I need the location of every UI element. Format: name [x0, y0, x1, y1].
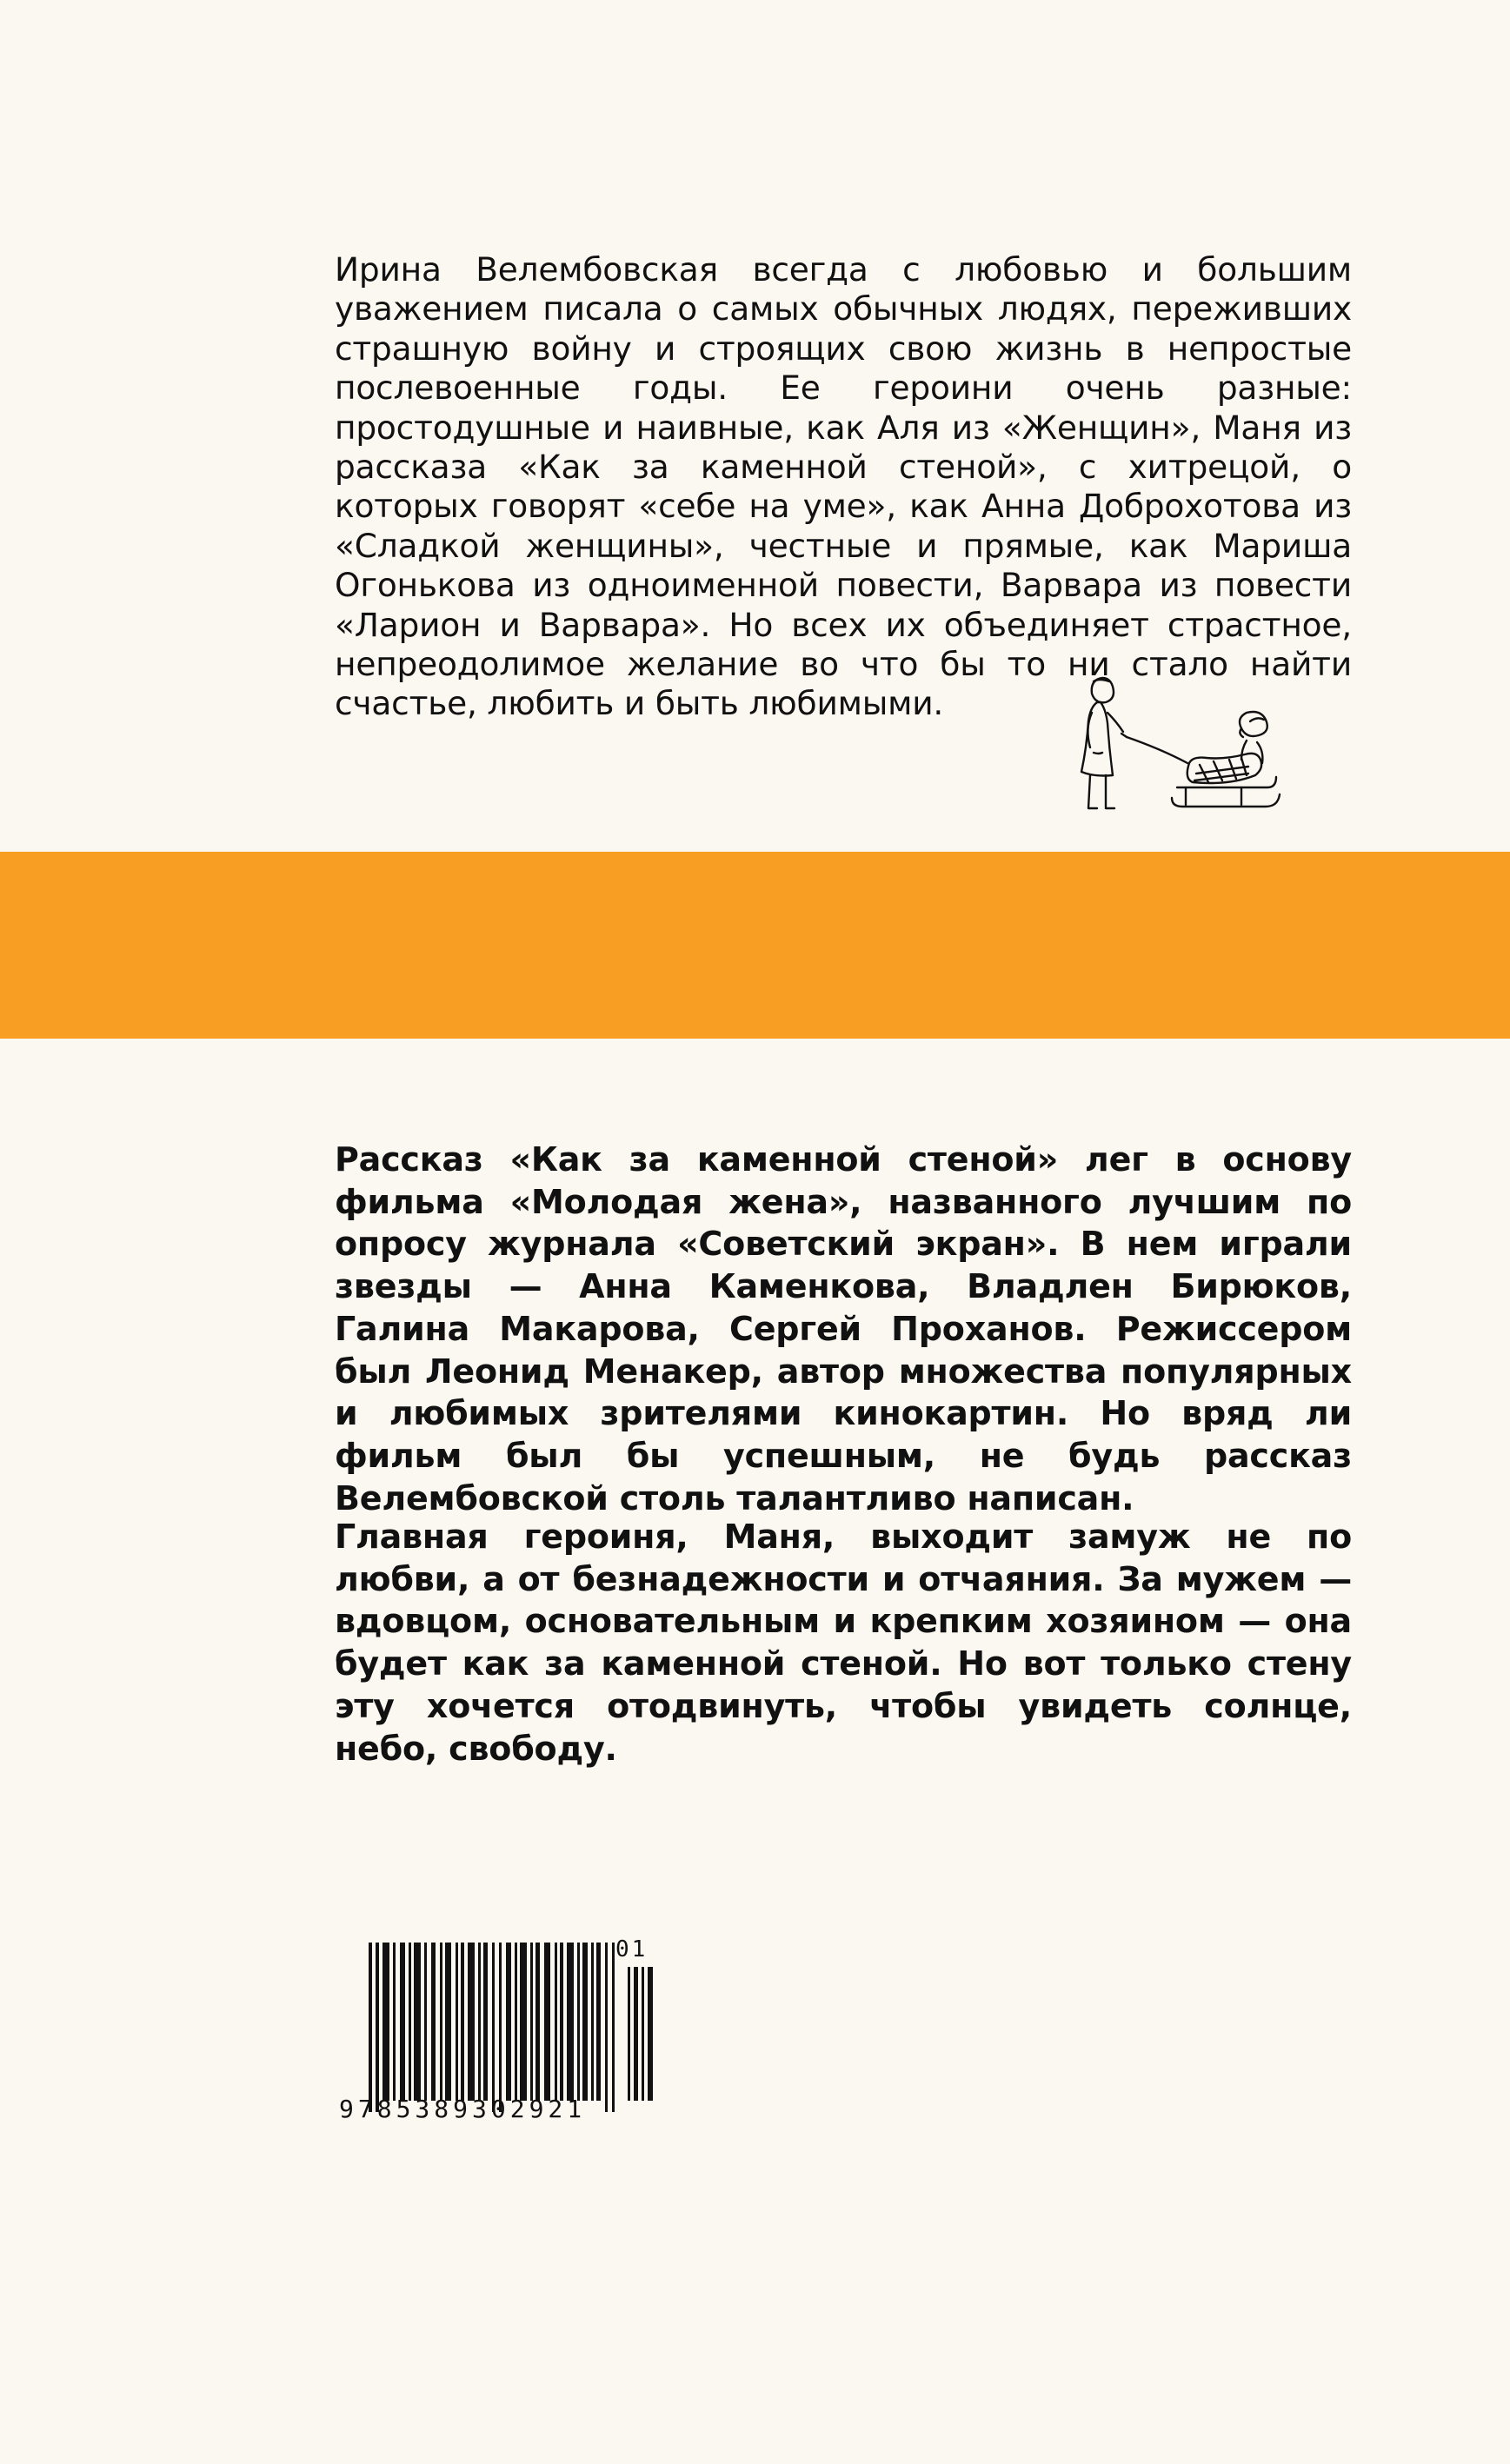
girl-pulling-sled-icon	[1068, 667, 1294, 841]
paragraph-heroine: Главная героиня, Маня, выходит замуж не по любви, а от безнадежности и отчаяния. За мужем — вдовцом, основательным и крепким хозяином — она будет как за каменной стеной. Но вот только стену эту хочется отодвинуть, чтобы увидеть солнце, небо, свободу.	[335, 1518, 1352, 1768]
barcode-addon-digits: 01	[615, 1936, 649, 1963]
paragraph-film: Рассказ «Как за каменной стеной» лег в основу фильма «Молодая жена», названного лучшим по опросу журнала «Советский экран». В нем играли звезды — Анна Каменкова, Владлен Бирюков, Галина Макарова, Сергей Проханов. Режиссером был Леонид Менакер, автор множества популярных и любимых зрителями кинокартин. Но вряд ли фильм был бы успешным, не будь рассказ Велембовской столь талантливо написан.	[335, 1140, 1352, 1518]
orange-band	[0, 852, 1510, 1039]
isbn-digits: 9785389302921	[339, 2095, 587, 2123]
blurb-top: Ирина Велембовская всегда с любовью и большим уважением писала о самых обычных людях, переживших страшную войну и строящих свою жизнь в непростые послевоенные годы. Ее героини очень разные: простодушные и наивные, как Аля из «Женщин», Маня из рассказа «Как за каменной стеной», с хитрецой, о которых говорят «себе на уме», как Анна Доброхотова из «Сладкой женщины», честные и прямые, как Мариша Огонькова из одноименной повести, Варвара из повести «Ларион и Варвара». Но всех их объединяет страстное, непреодолимое желание во что бы то ни стало найти счастье, любить и быть любимыми.	[335, 250, 1352, 723]
